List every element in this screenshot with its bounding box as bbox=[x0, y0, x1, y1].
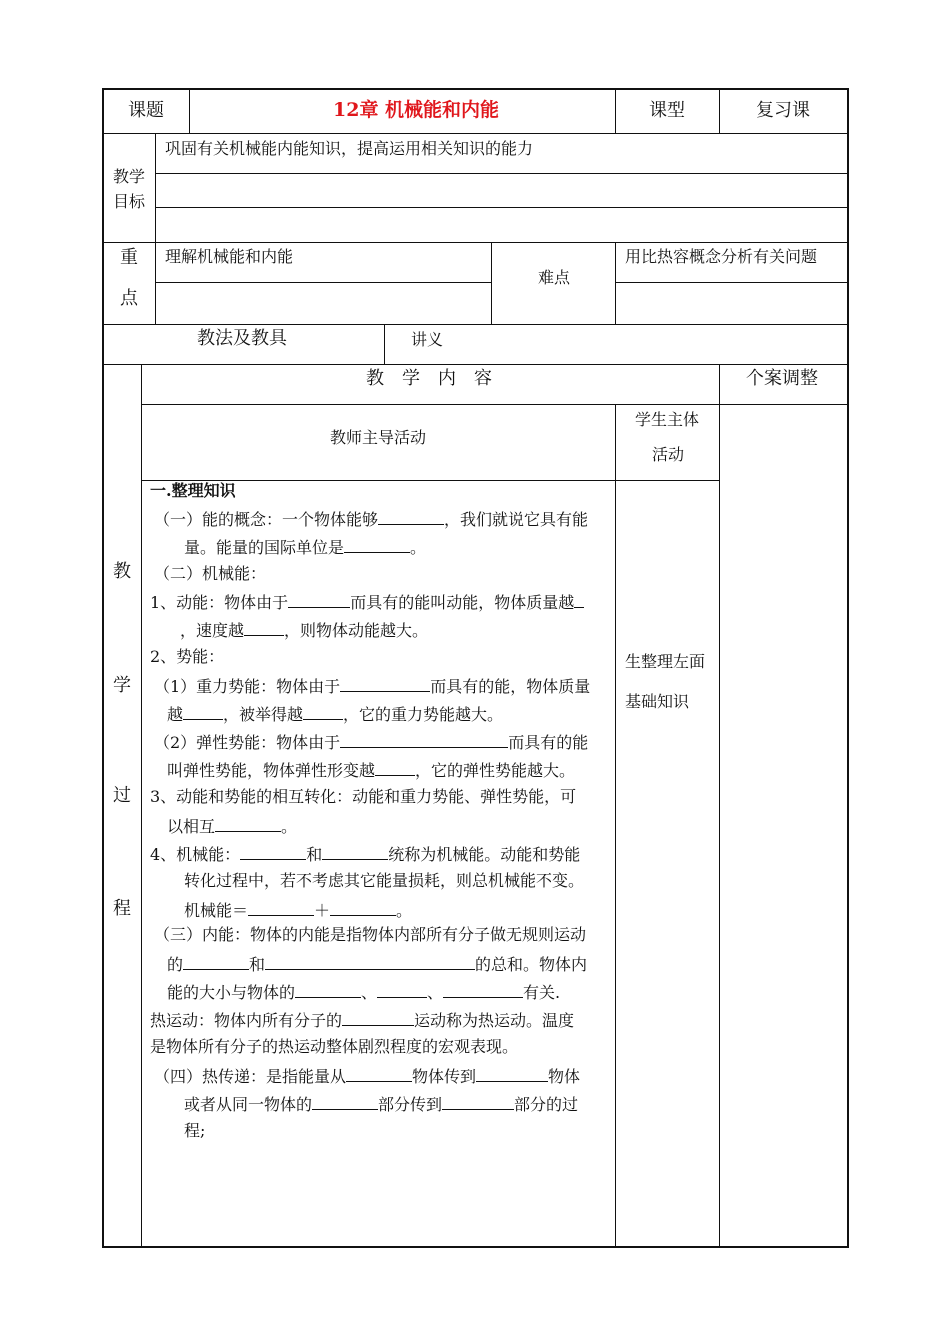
section-title: 一.整理知识 bbox=[150, 481, 236, 500]
divider bbox=[189, 89, 190, 133]
content-line: （2）弹性势能：物体由于 而具有的能 bbox=[154, 733, 589, 752]
methods-value: 讲义 bbox=[411, 330, 444, 349]
student-note: 基础知识 bbox=[625, 692, 690, 711]
focus-text: 理解机械能和内能 bbox=[165, 247, 294, 266]
divider bbox=[141, 404, 848, 405]
content-line: 量。能量的国际单位是 。 bbox=[184, 538, 427, 557]
divider bbox=[103, 133, 848, 134]
content-line: 机械能＝ ＋ 。 bbox=[184, 901, 413, 920]
divider bbox=[615, 404, 616, 1247]
content-line: 是物体所有分子的热运动整体剧烈程度的宏观表现。 bbox=[150, 1037, 519, 1056]
process-side-label: 程 bbox=[113, 898, 131, 919]
content-line: 越 ，被举得越 ，它的重力势能越大。 bbox=[167, 705, 504, 724]
content-line: （四）热传递：是指能量从 物体传到 物体 bbox=[154, 1067, 581, 1086]
focus-label: 重 bbox=[120, 247, 138, 268]
content-line: （一）能的概念：一个物体能够 ，我们就说它具有能 bbox=[154, 510, 589, 529]
student-note: 生整理左面 bbox=[625, 652, 706, 671]
divider bbox=[491, 242, 492, 324]
objectives-label: 教学 bbox=[113, 167, 146, 186]
divider bbox=[103, 324, 848, 325]
divider bbox=[155, 133, 156, 242]
divider bbox=[155, 207, 848, 208]
divider bbox=[103, 364, 848, 365]
table-border-bottom bbox=[103, 1246, 849, 1248]
content-line: 3、动能和势能的相互转化：动能和重力势能、弹性势能，可 bbox=[150, 787, 577, 806]
difficulty-label: 难点 bbox=[538, 268, 571, 287]
divider bbox=[615, 282, 848, 283]
divider bbox=[719, 364, 720, 1247]
content-line: 1、动能：物体由于 而具有的能叫动能，物体质量越 bbox=[150, 591, 584, 613]
process-side-label: 学 bbox=[113, 675, 131, 696]
student-activity-header: 学生主体 bbox=[635, 410, 700, 429]
content-line: 叫弹性势能，物体弹性形变越 ，它的弹性势能越大。 bbox=[167, 761, 576, 780]
divider bbox=[719, 89, 720, 133]
divider bbox=[615, 89, 616, 133]
content-line: （三）内能：物体的内能是指物体内部所有分子做无规则运动 bbox=[154, 925, 587, 944]
objectives-text: 巩固有关机械能内能知识，提高运用相关知识的能力 bbox=[165, 139, 534, 158]
content-line: ，速度越 ，则物体动能越大。 bbox=[180, 621, 429, 640]
lesson-type-value: 复习课 bbox=[756, 100, 810, 121]
student-activity-header: 活动 bbox=[652, 445, 685, 464]
methods-label: 教法及教具 bbox=[197, 328, 287, 349]
content-line: 或者从同一物体的 部分传到 部分的过 bbox=[184, 1095, 579, 1114]
content-line: 能的大小与物体的 、 、 有关. bbox=[167, 983, 561, 1002]
content-line: （二）机械能： bbox=[154, 564, 267, 583]
process-side-label: 教 bbox=[113, 561, 131, 582]
content-header: 教 学 内 容 bbox=[366, 368, 492, 389]
lesson-type-label: 课型 bbox=[649, 100, 685, 121]
content-line: 2、势能： bbox=[150, 647, 225, 666]
process-side-label: 过 bbox=[113, 785, 131, 806]
divider bbox=[155, 242, 156, 324]
subject-label: 课题 bbox=[128, 100, 164, 121]
content-line: 程; bbox=[184, 1121, 206, 1140]
divider bbox=[155, 173, 848, 174]
focus-label: 点 bbox=[120, 288, 138, 309]
divider bbox=[155, 282, 491, 283]
teacher-activity-header: 教师主导活动 bbox=[330, 428, 427, 447]
divider bbox=[384, 324, 385, 364]
content-line: 热运动：物体内所有分子的 运动称为热运动。温度 bbox=[150, 1011, 575, 1030]
lesson-title: 12章 机械能和内能 bbox=[333, 99, 500, 121]
content-line: 的 和 的总和。物体内 bbox=[167, 955, 588, 974]
divider bbox=[141, 364, 142, 1247]
content-line: （1）重力势能：物体由于 而具有的能，物体质量 bbox=[154, 677, 591, 696]
table-border-top bbox=[103, 88, 849, 90]
adjust-header: 个案调整 bbox=[746, 368, 818, 389]
content-line: 转化过程中，若不考虑其它能量损耗，则总机械能不变。 bbox=[184, 871, 585, 890]
divider bbox=[103, 242, 848, 243]
content-line: 以相互 。 bbox=[167, 817, 298, 836]
content-line: 4、机械能： 和 统称为机械能。动能和势能 bbox=[150, 845, 581, 864]
difficulty-text: 用比热容概念分析有关问题 bbox=[625, 247, 818, 266]
divider bbox=[615, 242, 616, 324]
table-border-right bbox=[847, 88, 849, 1248]
table-border-left bbox=[102, 88, 104, 1248]
objectives-label: 目标 bbox=[113, 192, 146, 211]
